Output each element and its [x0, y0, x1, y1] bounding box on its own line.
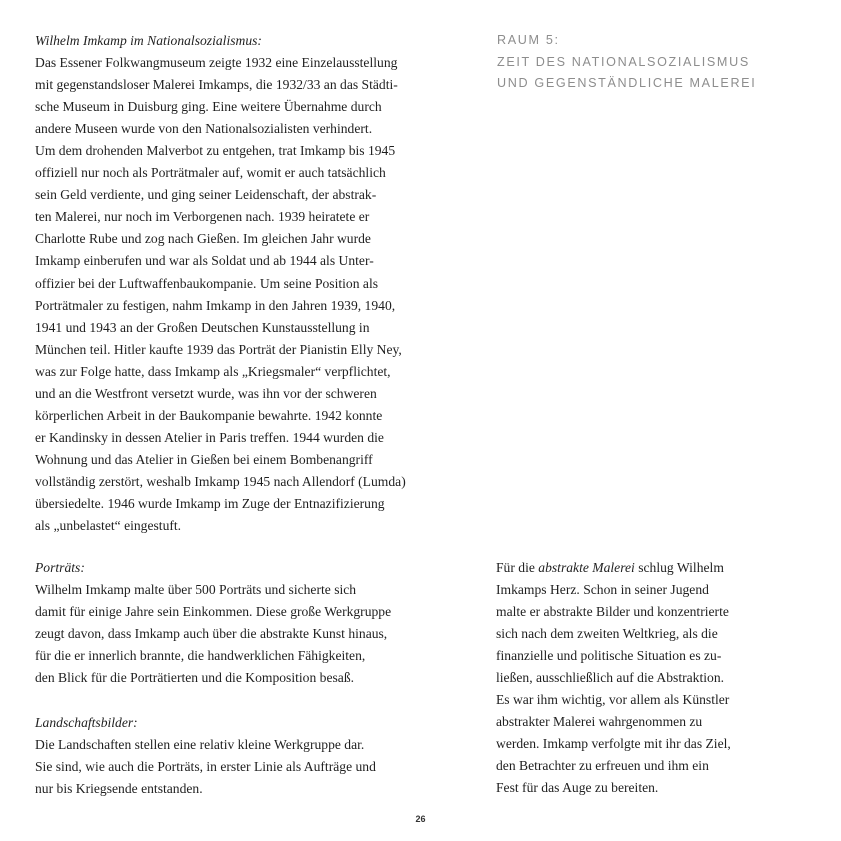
body-line: übersiedelte. 1946 wurde Imkamp im Zuge der Entnazifizierung	[35, 495, 385, 511]
body-line: Die Landschaften stellen eine relativ kleine Werkgruppe dar.	[35, 737, 365, 753]
body-line: nur bis Kriegsende entstanden.	[35, 781, 203, 797]
body-line: München teil. Hitler kaufte 1939 das Porträt der Pianistin Elly Ney,	[35, 341, 402, 357]
body-line: ließen, ausschließlich auf die Abstraktion.	[496, 670, 725, 686]
body-line: Porträtmaler zu festigen, nahm Imkamp in den Jahren 1939, 1940,	[35, 297, 396, 313]
body-line: Charlotte Rube und zog nach Gießen. Im gleichen Jahr wurde	[35, 231, 371, 247]
body-line: Sie sind, wie auch die Porträts, in erster Linie als Aufträge und	[35, 759, 376, 775]
section-landscapes	[35, 712, 455, 800]
room-title-line: UND GEGENSTÄNDLICHE MALEREI	[497, 76, 757, 90]
body-line: er Kandinsky in dessen Atelier in Paris treffen. 1944 wurden die	[35, 429, 384, 445]
body-line: Das Essener Folkwangmuseum zeigte 1932 eine Einzelausstellung	[35, 55, 398, 71]
body-line: malte er abstrakte Bilder und konzentrierte	[496, 604, 729, 620]
body-line: offiziell nur noch als Porträtmaler auf, womit er auch tatsächlich	[35, 165, 386, 181]
body-line: Wohnung und das Atelier in Gießen bei einem Bombenangriff	[35, 451, 373, 467]
body-line: sich nach dem zweiten Weltkrieg, als die	[496, 626, 718, 642]
section-heading: Porträts:	[35, 560, 85, 575]
section-portraits	[35, 557, 455, 689]
body-line: sein Geld verdiente, und ging seiner Leidenschaft, der abstrak-	[35, 187, 377, 203]
body-line: offizier bei der Luftwaffenbaukompanie. Um seine Position als	[35, 275, 379, 291]
body-line: mit gegenstandsloser Malerei Imkamps, die 1932/33 an das Städti-	[35, 77, 398, 93]
text-run: Für die	[496, 560, 539, 575]
room-title-line: RAUM 5:	[497, 33, 560, 47]
body-line: den Betrachter zu erfreuen und ihm ein	[496, 758, 709, 774]
text-run: schlug Wilhelm	[634, 560, 724, 575]
body-line: Wilhelm Imkamp malte über 500 Porträts und sicherte sich	[35, 582, 357, 598]
body-line: den Blick für die Porträtierten und die Komposition besaß.	[35, 670, 355, 686]
room-title-line: ZEIT DES NATIONALSOZIALISMUS	[497, 54, 750, 69]
body-line: Es war ihm wichtig, vor allem als Künstler	[496, 692, 730, 708]
body-line: zeugt davon, dass Imkamp auch über die abstrakte Kunst hinaus,	[35, 626, 388, 642]
body-line: finanzielle und politische Situation es zu-	[496, 648, 722, 664]
body-line: Imkamp einberufen und war als Soldat und ab 1944 als Unter-	[35, 253, 374, 269]
body-line: damit für einige Jahre sein Einkommen. Diese große Werkgruppe	[35, 604, 392, 620]
body-line: sche Museum in Duisburg ging. Eine weitere Übernahme durch	[35, 99, 382, 115]
page-number: 26	[415, 814, 426, 824]
body-line: als „unbelastet“ eingestuft.	[35, 518, 182, 534]
section-nationalsozialismus	[35, 30, 455, 537]
body-line: Imkamps Herz. Schon in seiner Jugend	[496, 582, 709, 598]
body-line: ten Malerei, nur noch im Verborgenen nach. 1939 heiratete er	[35, 209, 370, 225]
body-line: werden. Imkamp verfolgte mit ihr das Ziel,	[496, 736, 731, 752]
body-line: Um dem drohenden Malverbot zu entgehen, trat Imkamp bis 1945	[35, 143, 396, 159]
section-abstract-painting	[496, 557, 816, 800]
body-line: für die er innerlich brannte, die handwerklichen Fähigkeiten,	[35, 648, 366, 664]
body-line: körperlichen Arbeit in der Baukompanie bewahrte. 1942 konnte	[35, 407, 383, 423]
body-line: Fest für das Auge zu bereiten.	[496, 780, 659, 796]
room-title	[497, 30, 817, 95]
body-line	[496, 557, 816, 579]
body-line: andere Museen wurde von den Nationalsozialisten verhindert.	[35, 121, 373, 137]
body-line: abstrakter Malerei wahrgenommen zu	[496, 714, 703, 730]
body-line: und an die Westfront versetzt wurde, was ihn vor der schweren	[35, 385, 377, 401]
section-heading: Landschaftsbilder:	[35, 715, 138, 730]
section-heading: Wilhelm Imkamp im Nationalsozialismus:	[35, 33, 262, 48]
body-line: was zur Folge hatte, dass Imkamp als „Kriegsmaler“ verpflichtet,	[35, 363, 391, 379]
emphasis-text: abstrakte Malerei	[538, 560, 635, 575]
body-line: 1941 und 1943 an der Großen Deutschen Kunstausstellung in	[35, 319, 370, 335]
body-line: vollständig zerstört, weshalb Imkamp 1945 nach Allendorf (Lumda)	[35, 473, 406, 489]
